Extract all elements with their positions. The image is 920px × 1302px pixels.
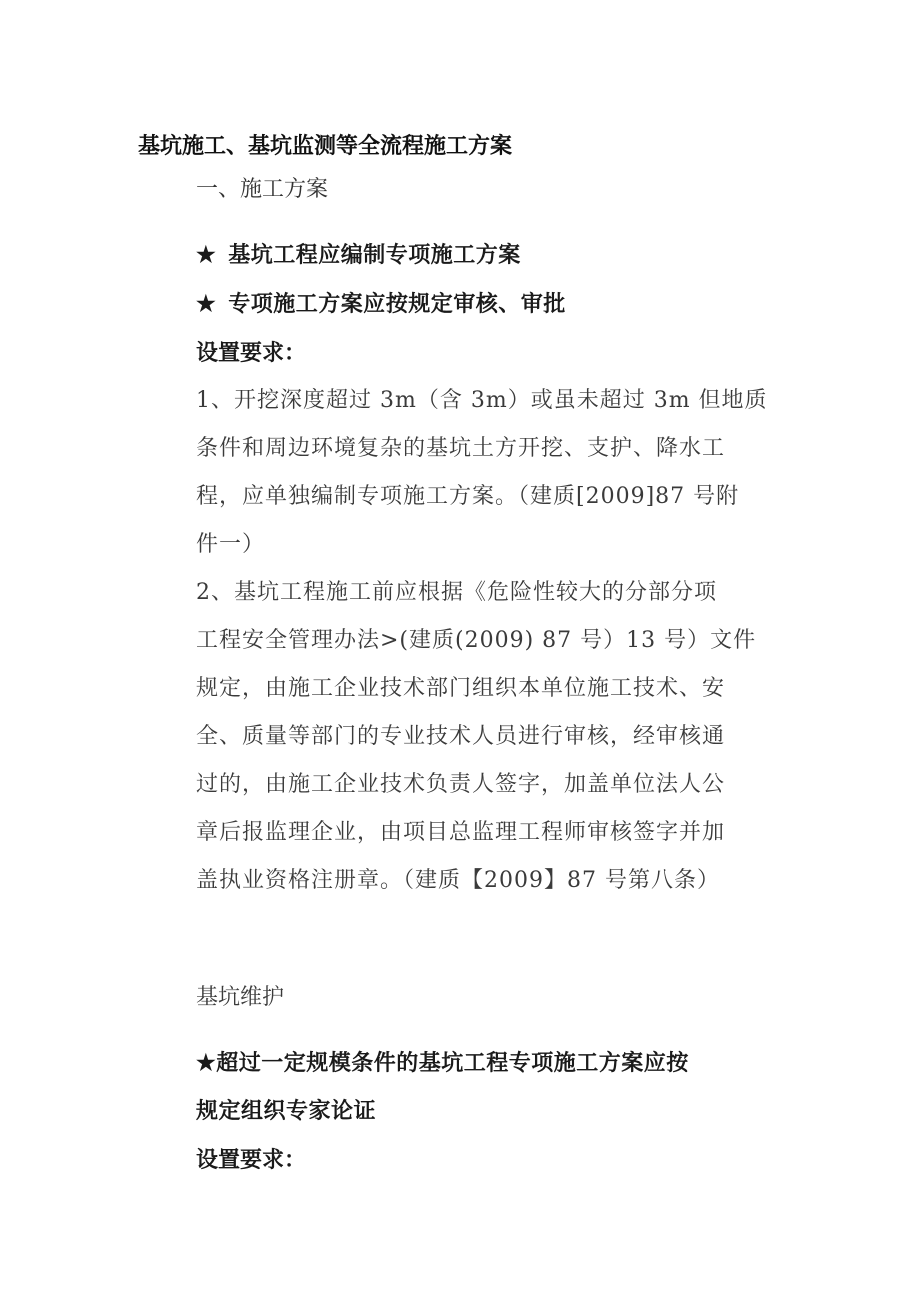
item1-line-2: 条件和周边环境复杂的基坑土方开挖、支护、降水工 xyxy=(196,436,726,461)
star-icon: ★ xyxy=(196,242,217,268)
requirements-label: 设置要求： xyxy=(196,340,307,366)
star-item-1 xyxy=(196,240,521,270)
item1-line-3: 程，应单独编制专项施工方案。（建质[2009]87 号附 xyxy=(196,484,740,509)
requirements-label-2: 设置要求： xyxy=(196,1147,307,1173)
star-icon: ★ xyxy=(196,291,217,317)
item2-line-6: 章后报监理企业，由项目总监理工程师审核签字并加 xyxy=(196,820,726,845)
item1-line-1: 1、开挖深度超过 3m（含 3m）或虽未超过 3m 但地质 xyxy=(196,388,768,413)
item2-line-2: 工程安全管理办法>(建质(2009) 87 号）13 号）文件 xyxy=(196,628,757,653)
section-label-foundation-maintenance: 基坑维护 xyxy=(196,985,285,1010)
document-title: 基坑施工、基坑监测等全流程施工方案 xyxy=(138,133,513,159)
item2-line-5: 过的，由施工企业技术负责人签字，加盖单位法人公 xyxy=(196,772,726,797)
item2-line-1: 2、基坑工程施工前应根据《危险性较大的分部分项 xyxy=(196,580,717,605)
star-item-1-text: 基坑工程应编制专项施工方案 xyxy=(228,242,521,268)
section-heading-construction-plan: 一、施工方案 xyxy=(196,177,329,202)
item2-line-7: 盖执业资格注册章。（建质【2009】87 号第八条） xyxy=(196,868,720,893)
item2-line-4: 全、质量等部门的专业技术人员进行审核，经审核通 xyxy=(196,724,726,749)
item2-line-3: 规定，由施工企业技术部门组织本单位施工技术、安 xyxy=(196,676,726,701)
star-item-2 xyxy=(196,289,566,319)
star-item-3-line-2: 规定组织专家论证 xyxy=(196,1098,377,1124)
item1-line-4: 件一） xyxy=(196,532,266,557)
star-item-3-line-1: 超过一定规模条件的基坑工程专项施工方案应按 xyxy=(216,1050,689,1076)
star-item-3 xyxy=(196,1048,689,1078)
star-icon: ★ xyxy=(196,1050,217,1076)
star-item-2-text: 专项施工方案应按规定审核、审批 xyxy=(228,291,566,317)
